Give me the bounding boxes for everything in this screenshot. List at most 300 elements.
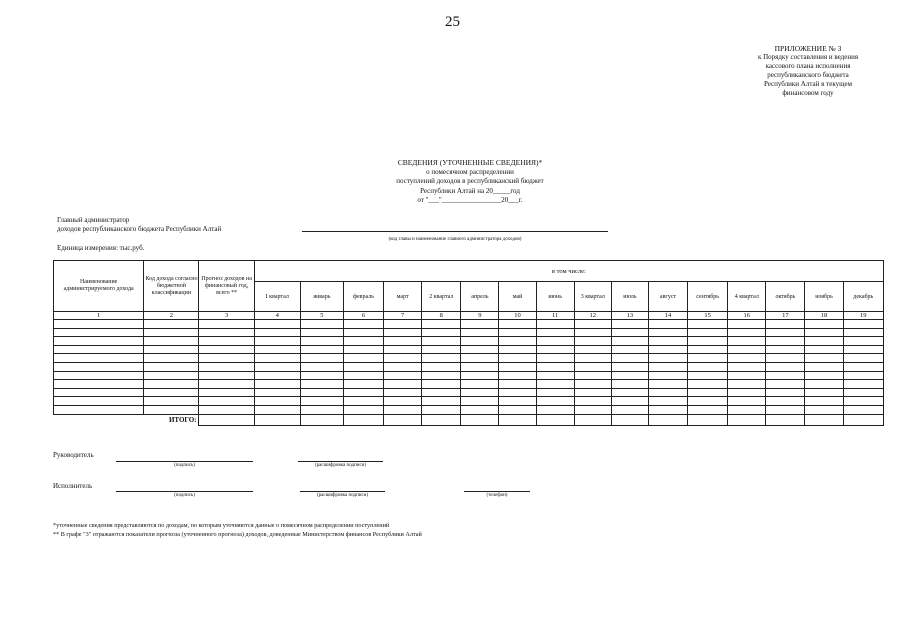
table-cell[interactable] (499, 337, 536, 346)
table-cell[interactable] (199, 328, 254, 337)
table-cell[interactable] (343, 320, 383, 329)
table-cell[interactable] (843, 320, 883, 329)
table-cell[interactable] (384, 320, 422, 329)
column-number: 7 (384, 312, 422, 320)
header-month: март (384, 282, 422, 312)
table-cell[interactable] (805, 371, 843, 380)
table-cell[interactable] (144, 328, 199, 337)
table-cell[interactable] (805, 354, 843, 363)
column-number: 8 (422, 312, 461, 320)
table-cell[interactable] (648, 380, 687, 389)
table-cell[interactable] (728, 345, 766, 354)
table-cell[interactable] (144, 345, 199, 354)
table-row (54, 362, 884, 371)
table-cell[interactable] (574, 397, 611, 406)
header-month: октябрь (766, 282, 805, 312)
table-cell[interactable] (384, 328, 422, 337)
table-cell[interactable] (343, 380, 383, 389)
table-cell[interactable] (499, 397, 536, 406)
table-cell[interactable] (688, 380, 728, 389)
table-cell[interactable] (843, 397, 883, 406)
table-cell[interactable] (499, 345, 536, 354)
table-cell[interactable] (805, 345, 843, 354)
table-cell[interactable] (343, 397, 383, 406)
table-cell[interactable] (422, 371, 461, 380)
table-cell[interactable] (648, 328, 687, 337)
executor-sign-caption: (подпись) (174, 493, 195, 498)
table-cell[interactable] (144, 337, 199, 346)
table-cell[interactable] (728, 320, 766, 329)
table-cell[interactable] (461, 362, 499, 371)
table-cell[interactable] (536, 345, 574, 354)
table-cell[interactable] (300, 337, 343, 346)
header-month: январь (300, 282, 343, 312)
total-row (54, 414, 884, 425)
header-month: июнь (536, 282, 574, 312)
appendix-block (733, 44, 883, 98)
table-cell[interactable] (384, 362, 422, 371)
table-cell[interactable] (343, 345, 383, 354)
table-cell[interactable] (254, 388, 300, 397)
table-cell[interactable] (54, 397, 144, 406)
table-cell[interactable] (384, 405, 422, 414)
table-cell[interactable] (422, 328, 461, 337)
table-cell[interactable] (384, 345, 422, 354)
table-cell[interactable] (254, 380, 300, 389)
total-cell[interactable] (300, 414, 343, 425)
table-cell[interactable] (199, 397, 254, 406)
table-cell[interactable] (422, 397, 461, 406)
appendix-line: к Порядку составления и ведения (757, 53, 859, 61)
table-cell[interactable] (300, 320, 343, 329)
header-including: в том числе: (254, 261, 883, 282)
table-cell[interactable] (300, 405, 343, 414)
admin-line: доходов республиканского бюджета Республики Алтай (57, 225, 222, 233)
table-cell[interactable] (688, 328, 728, 337)
table-row (54, 405, 884, 414)
table-cell[interactable] (805, 320, 843, 329)
title-date: от "___"_________________20___г. (417, 196, 523, 204)
table-cell[interactable] (384, 354, 422, 363)
head-decode-line[interactable] (298, 461, 383, 462)
table-cell[interactable] (805, 380, 843, 389)
column-number: 9 (461, 312, 499, 320)
header-month: февраль (343, 282, 383, 312)
table-cell[interactable] (499, 354, 536, 363)
table-cell[interactable] (611, 320, 648, 329)
table-row (54, 397, 884, 406)
table-cell[interactable] (54, 354, 144, 363)
table-cell[interactable] (199, 345, 254, 354)
total-cell[interactable] (461, 414, 499, 425)
table-cell[interactable] (54, 320, 144, 329)
table-cell[interactable] (536, 405, 574, 414)
head-signature-line[interactable] (116, 461, 253, 462)
table-cell[interactable] (688, 337, 728, 346)
title-heading: СВЕДЕНИЯ (УТОЧНЕННЫЕ СВЕДЕНИЯ)* (397, 158, 543, 167)
table-cell[interactable] (144, 354, 199, 363)
table-cell[interactable] (805, 388, 843, 397)
admin-label (57, 216, 221, 234)
table-cell[interactable] (648, 388, 687, 397)
table-cell[interactable] (805, 337, 843, 346)
table-cell[interactable] (54, 371, 144, 380)
table-cell[interactable] (54, 345, 144, 354)
table-cell[interactable] (199, 320, 254, 329)
data-rows (54, 320, 884, 415)
table-cell[interactable] (688, 371, 728, 380)
appendix-line: Республики Алтай в текущем (763, 80, 853, 88)
appendix-line: финансовом году (782, 89, 834, 97)
table-cell[interactable] (611, 362, 648, 371)
admin-caption: (код главы и наименование главного администратора доходов) (388, 237, 522, 242)
table-cell[interactable] (144, 405, 199, 414)
table-cell[interactable] (766, 354, 805, 363)
table-row (54, 345, 884, 354)
table-cell[interactable] (843, 337, 883, 346)
table-cell[interactable] (766, 380, 805, 389)
table-cell[interactable] (422, 388, 461, 397)
table-cell[interactable] (422, 337, 461, 346)
table-cell[interactable] (805, 405, 843, 414)
table-cell[interactable] (536, 388, 574, 397)
appendix-line: кассового плана исполнения (765, 62, 851, 70)
table-cell[interactable] (728, 380, 766, 389)
table-cell[interactable] (343, 371, 383, 380)
table-cell[interactable] (199, 371, 254, 380)
table-row (54, 380, 884, 389)
table-cell[interactable] (843, 388, 883, 397)
total-cell[interactable] (254, 414, 300, 425)
table-cell[interactable] (254, 362, 300, 371)
table-cell[interactable] (648, 337, 687, 346)
table-cell[interactable] (611, 388, 648, 397)
table-cell[interactable] (574, 371, 611, 380)
table-cell[interactable] (648, 397, 687, 406)
table-cell[interactable] (300, 397, 343, 406)
table-cell[interactable] (254, 354, 300, 363)
table-cell[interactable] (499, 320, 536, 329)
admin-input-line[interactable] (302, 231, 608, 232)
table-cell[interactable] (688, 388, 728, 397)
table-cell[interactable] (611, 345, 648, 354)
executor-decode-caption: (расшифровка подписи) (316, 493, 369, 498)
table-cell[interactable] (422, 345, 461, 354)
table-cell[interactable] (144, 320, 199, 329)
table-cell[interactable] (728, 397, 766, 406)
total-cell[interactable] (499, 414, 536, 425)
header-income-name: Наименование администрируемого дохода (54, 261, 144, 312)
table-cell[interactable] (384, 388, 422, 397)
header-month: апрель (461, 282, 499, 312)
head-decode-caption: (расшифровка подписи) (314, 463, 367, 468)
table-row (54, 388, 884, 397)
table-cell[interactable] (254, 337, 300, 346)
executor-label: Исполнитель (53, 482, 93, 490)
table-cell[interactable] (728, 405, 766, 414)
unit-of-measure: Единица измерения: тыс.руб. (57, 244, 145, 252)
table-cell[interactable] (461, 405, 499, 414)
header-month: июль (611, 282, 648, 312)
table-cell[interactable] (300, 354, 343, 363)
table-cell[interactable] (499, 405, 536, 414)
table-cell[interactable] (144, 388, 199, 397)
column-number: 18 (805, 312, 843, 320)
table-cell[interactable] (199, 405, 254, 414)
table-cell[interactable] (300, 371, 343, 380)
table-cell[interactable] (499, 371, 536, 380)
table-cell[interactable] (461, 380, 499, 389)
table-cell[interactable] (611, 371, 648, 380)
table-cell[interactable] (254, 345, 300, 354)
table-cell[interactable] (144, 397, 199, 406)
table-cell[interactable] (611, 328, 648, 337)
table-cell[interactable] (611, 380, 648, 389)
column-number: 14 (648, 312, 687, 320)
table-cell[interactable] (536, 371, 574, 380)
table-cell[interactable] (343, 388, 383, 397)
table-cell[interactable] (300, 345, 343, 354)
document-title (300, 158, 640, 206)
table-cell[interactable] (343, 405, 383, 414)
total-cell[interactable] (766, 414, 805, 425)
footnote: *уточненные сведения представляются по доходам, по которым уточняются данные о помесячном распределении поступлений (53, 522, 390, 529)
column-number: 19 (843, 312, 883, 320)
table-cell[interactable] (199, 337, 254, 346)
table-cell[interactable] (536, 362, 574, 371)
table-cell[interactable] (536, 328, 574, 337)
total-cell[interactable] (199, 414, 254, 425)
table-cell[interactable] (766, 362, 805, 371)
table-cell[interactable] (144, 362, 199, 371)
table-cell[interactable] (54, 380, 144, 389)
table-cell[interactable] (574, 388, 611, 397)
table-cell[interactable] (461, 320, 499, 329)
table-cell[interactable] (688, 320, 728, 329)
header-q3: 3 квартал (574, 282, 611, 312)
table-cell[interactable] (343, 362, 383, 371)
table-cell[interactable] (728, 354, 766, 363)
table-cell[interactable] (254, 320, 300, 329)
total-cell[interactable] (611, 414, 648, 425)
table-cell[interactable] (611, 405, 648, 414)
table-cell[interactable] (461, 397, 499, 406)
table-cell[interactable] (536, 380, 574, 389)
table-cell[interactable] (422, 380, 461, 389)
table-cell[interactable] (805, 397, 843, 406)
table-cell[interactable] (766, 397, 805, 406)
header-q1: I квартал (254, 282, 300, 312)
column-number: 13 (611, 312, 648, 320)
footnote: ** В графе "3" отражаются показатели прогноза (уточненного прогноза) доходов, доведенные Министерством финансов Республики Алтай (53, 531, 422, 538)
column-number: 15 (688, 312, 728, 320)
table-cell[interactable] (843, 345, 883, 354)
table-cell[interactable] (54, 405, 144, 414)
executor-decode-line[interactable] (300, 491, 385, 492)
table-cell[interactable] (422, 320, 461, 329)
table-cell[interactable] (843, 354, 883, 363)
table-cell[interactable] (728, 328, 766, 337)
table-cell[interactable] (574, 354, 611, 363)
header-month: декабрь (843, 282, 883, 312)
table-cell[interactable] (384, 337, 422, 346)
table-cell[interactable] (805, 328, 843, 337)
table-cell[interactable] (300, 380, 343, 389)
table-cell[interactable] (343, 328, 383, 337)
title-line: поступлений доходов в республиканский бюджет (396, 177, 544, 185)
table-cell[interactable] (54, 362, 144, 371)
table-cell[interactable] (728, 371, 766, 380)
table-row (54, 354, 884, 363)
table-cell[interactable] (648, 320, 687, 329)
table-cell[interactable] (343, 354, 383, 363)
header-month: август (648, 282, 687, 312)
table-cell[interactable] (254, 397, 300, 406)
table-cell[interactable] (688, 405, 728, 414)
table-cell[interactable] (499, 362, 536, 371)
table-cell[interactable] (300, 388, 343, 397)
total-cell[interactable] (384, 414, 422, 425)
table-cell[interactable] (254, 328, 300, 337)
table-cell[interactable] (199, 388, 254, 397)
column-number: 16 (728, 312, 766, 320)
executor-phone-line[interactable] (464, 491, 530, 492)
table-cell[interactable] (766, 388, 805, 397)
header-month: май (499, 282, 536, 312)
total-cell[interactable] (728, 414, 766, 425)
column-number: 1 (54, 312, 144, 320)
report-table (53, 260, 884, 426)
table-cell[interactable] (461, 371, 499, 380)
table-row (54, 337, 884, 346)
table-cell[interactable] (199, 380, 254, 389)
table-cell[interactable] (766, 328, 805, 337)
table-cell[interactable] (843, 371, 883, 380)
table-cell[interactable] (728, 388, 766, 397)
head-sign-caption: (подпись) (174, 463, 195, 468)
total-cell[interactable] (688, 414, 728, 425)
table-cell[interactable] (574, 362, 611, 371)
table-cell[interactable] (461, 388, 499, 397)
table-cell[interactable] (422, 362, 461, 371)
total-cell[interactable] (805, 414, 843, 425)
table-cell[interactable] (461, 328, 499, 337)
table-cell[interactable] (688, 397, 728, 406)
table-cell[interactable] (536, 337, 574, 346)
table-cell[interactable] (199, 362, 254, 371)
column-number: 3 (199, 312, 254, 320)
table-cell[interactable] (144, 371, 199, 380)
table-cell[interactable] (843, 328, 883, 337)
table-cell[interactable] (499, 328, 536, 337)
table-cell[interactable] (766, 337, 805, 346)
table-cell[interactable] (300, 328, 343, 337)
table-cell[interactable] (574, 320, 611, 329)
column-number: 2 (144, 312, 199, 320)
table-cell[interactable] (843, 405, 883, 414)
table-row (54, 328, 884, 337)
table-cell[interactable] (343, 337, 383, 346)
table-cell[interactable] (648, 345, 687, 354)
total-cell[interactable] (843, 414, 883, 425)
table-cell[interactable] (648, 405, 687, 414)
table-cell[interactable] (728, 337, 766, 346)
title-year: Республики Алтай на 20_____год (420, 186, 520, 195)
table-cell[interactable] (254, 405, 300, 414)
table-cell[interactable] (688, 362, 728, 371)
total-cell[interactable] (648, 414, 687, 425)
table-cell[interactable] (254, 371, 300, 380)
table-cell[interactable] (688, 354, 728, 363)
table-cell[interactable] (611, 337, 648, 346)
column-number: 12 (574, 312, 611, 320)
table-cell[interactable] (54, 328, 144, 337)
table-cell[interactable] (611, 354, 648, 363)
table-cell[interactable] (843, 362, 883, 371)
table-cell[interactable] (499, 388, 536, 397)
table-cell[interactable] (648, 371, 687, 380)
total-cell[interactable] (422, 414, 461, 425)
table-cell[interactable] (611, 397, 648, 406)
total-cell[interactable] (574, 414, 611, 425)
table-cell[interactable] (805, 362, 843, 371)
table-cell[interactable] (461, 337, 499, 346)
column-number-row (54, 312, 884, 320)
table-cell[interactable] (536, 397, 574, 406)
table-cell[interactable] (574, 345, 611, 354)
table-cell[interactable] (574, 337, 611, 346)
appendix-line: республиканского бюджета (767, 71, 849, 79)
executor-signature-line[interactable] (116, 491, 253, 492)
table-cell[interactable] (843, 380, 883, 389)
total-cell[interactable] (343, 414, 383, 425)
table-cell[interactable] (648, 362, 687, 371)
table-cell[interactable] (461, 345, 499, 354)
table-cell[interactable] (574, 328, 611, 337)
appendix-title: ПРИЛОЖЕНИЕ № 3 (774, 44, 842, 53)
total-cell[interactable] (536, 414, 574, 425)
title-line: о помесячном распределении (426, 167, 514, 176)
column-number: 10 (499, 312, 536, 320)
table-cell[interactable] (766, 405, 805, 414)
total-label: ИТОГО: (168, 415, 197, 424)
table-cell[interactable] (422, 405, 461, 414)
table-cell[interactable] (384, 397, 422, 406)
table-cell[interactable] (648, 354, 687, 363)
table-cell[interactable] (300, 362, 343, 371)
table-cell[interactable] (766, 320, 805, 329)
table-cell[interactable] (461, 354, 499, 363)
table-cell[interactable] (766, 371, 805, 380)
table-cell[interactable] (384, 371, 422, 380)
header-q4: 4 квартал (728, 282, 766, 312)
table-cell[interactable] (688, 345, 728, 354)
table-cell[interactable] (199, 354, 254, 363)
header-forecast: Прогноз доходов на финансовый год, всего ** (199, 261, 254, 312)
table-cell[interactable] (384, 380, 422, 389)
table-cell[interactable] (54, 388, 144, 397)
table-cell[interactable] (422, 354, 461, 363)
table-cell[interactable] (766, 345, 805, 354)
table-cell[interactable] (728, 362, 766, 371)
table-cell[interactable] (536, 354, 574, 363)
table-cell[interactable] (536, 320, 574, 329)
table-cell[interactable] (499, 380, 536, 389)
table-cell[interactable] (574, 380, 611, 389)
table-cell[interactable] (574, 405, 611, 414)
table-cell[interactable] (144, 380, 199, 389)
table-cell[interactable] (54, 337, 144, 346)
